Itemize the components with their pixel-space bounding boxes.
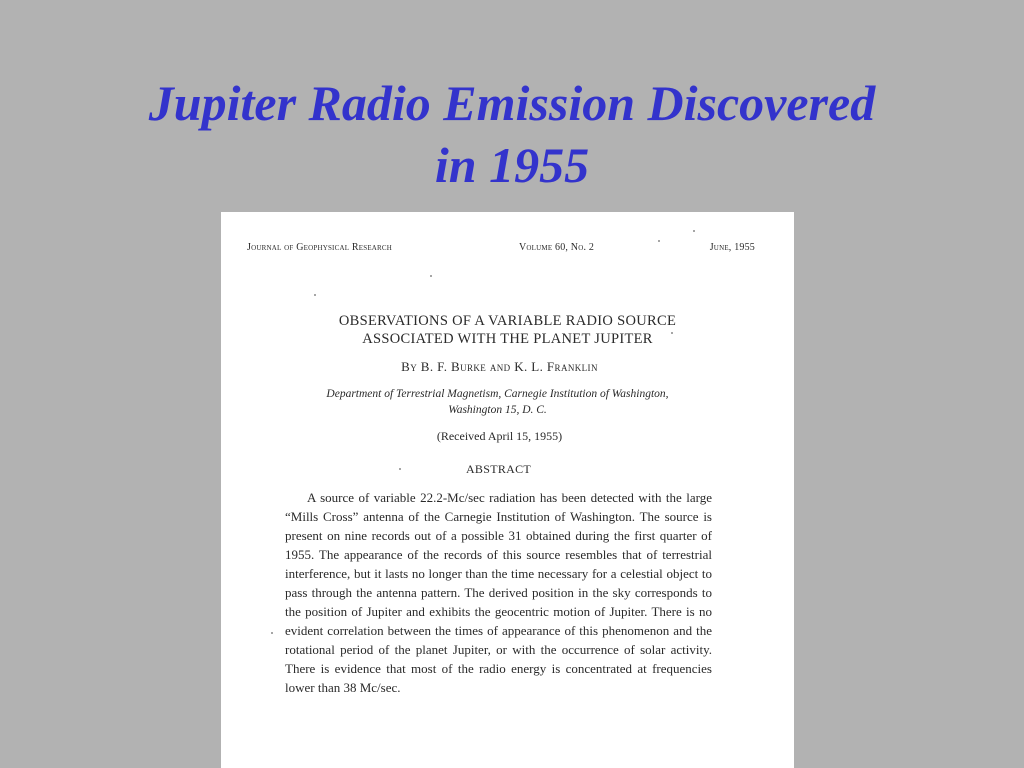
slide-title-line-1: Jupiter Radio Emission Discovered [148,75,876,131]
slide-title [0,72,1024,196]
abstract-body: A source of variable 22.2-Mc/sec radiation has been detected with the large “Mills Cross” antenna of the Carnegie Institution of Washington. The source is present on nine records out of a possible 31 obtained during the first quarter of 1955. The appearance of the records of this source resembles that of terrestrial interference, but it lasts no longer than the time necessary for a celestial object to pass through the antenna pattern. The derived position in the sky corresponds to the position of Jupiter and exhibits the geocentric motion of Jupiter. There is no evident correlation between the times of appearance of this phenomenon and the rotational period of the planet Jupiter, or with the occurrence of solar activity. There is evidence that most of the radio energy is concentrated at frequencies lower than 38 Mc/sec. [285,490,712,695]
article-title [221,312,794,348]
affiliation-line-2: Washington 15, D. C. [448,404,547,416]
abstract-heading: ABSTRACT [465,462,532,476]
scan-speck [399,468,401,470]
scan-speck [671,332,673,334]
scan-speck [430,275,432,277]
article-title-line-2: ASSOCIATED WITH THE PLANET JUPITER [362,331,653,347]
received-date: (Received April 15, 1955) [436,429,563,443]
article-title-line-1: OBSERVATIONS OF A VARIABLE RADIO SOURCE [338,313,677,329]
paper-scan [221,212,794,768]
scan-speck [271,632,273,634]
scan-speck [314,294,316,296]
author-byline: By B. F. Burke and K. L. Franklin [401,359,598,374]
journal-date: June, 1955 [709,242,755,253]
author-affiliation [281,386,714,418]
slide-title-line-2: in 1955 [434,137,590,193]
scan-speck [658,240,660,242]
scan-speck [693,230,695,232]
running-head [247,242,755,256]
journal-name: Journal of Geophysical Research [247,242,393,253]
journal-volume: Volume 60, No. 2 [519,242,595,253]
affiliation-line-1: Department of Terrestrial Magnetism, Carnegie Institution of Washington, [326,388,669,400]
